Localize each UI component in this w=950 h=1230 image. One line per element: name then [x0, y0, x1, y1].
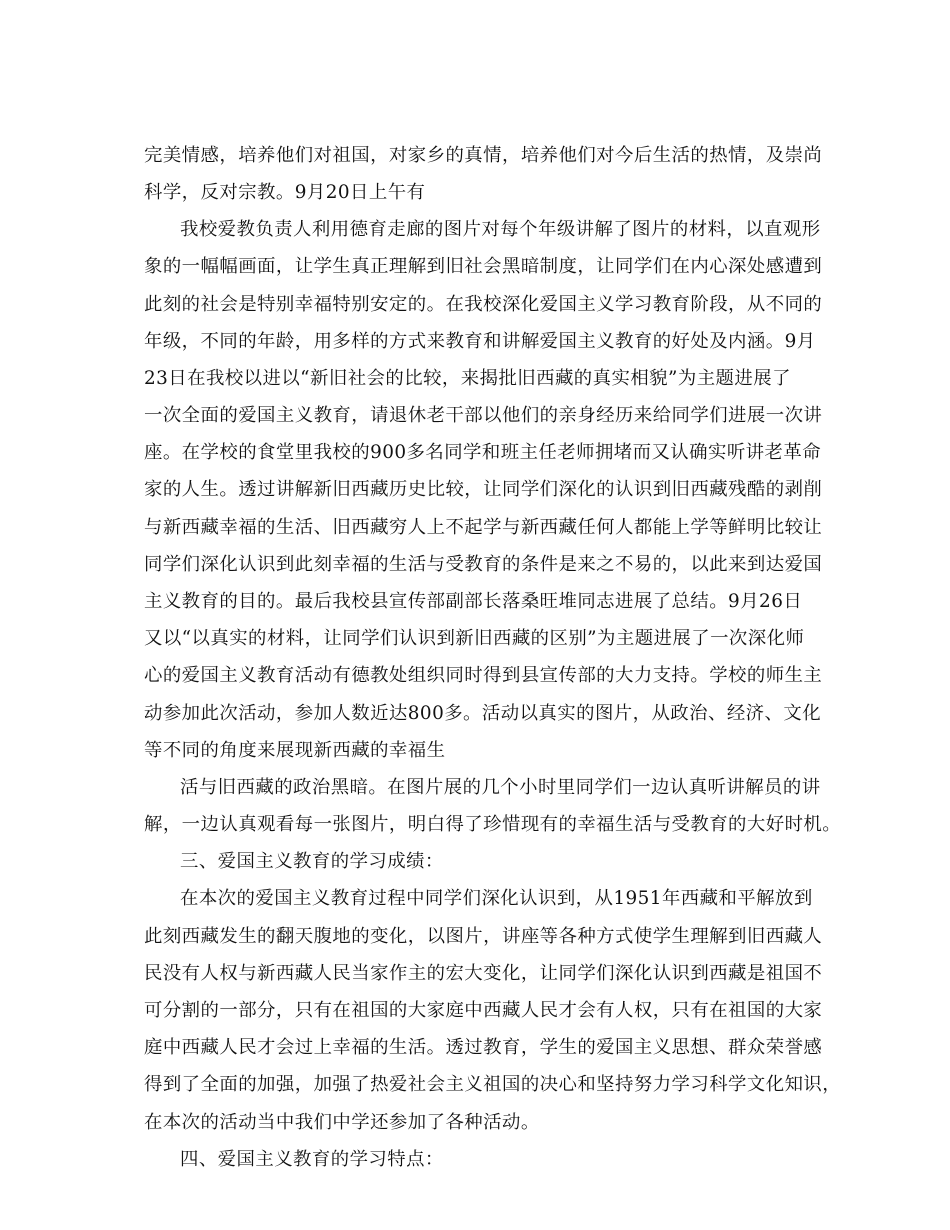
text-line: 23日在我校以进以“新旧社会的比较，来揭批旧西藏的真实相貌”为主题进展了: [144, 368, 791, 389]
text-line: 庭中西藏人民才会过上幸福的生活。透过教育，学生的爱国主义思想、群众荣誉感: [144, 1037, 823, 1058]
text-line: 动参加此次活动，参加人数近达800多。活动以真实的图片，从政治、经济、文化: [144, 703, 822, 724]
text-line: 可分割的一部分，只有在祖国的大家庭中西藏人民才会有人权，只有在祖国的大家: [144, 1000, 823, 1021]
text-line: 一次全面的爱国主义教育，请退休老干部以他们的亲身经历来给同学们进展一次讲: [144, 405, 823, 426]
text-line: 在本次的活动当中我们中学还参加了各种活动。: [144, 1112, 540, 1133]
text-line: 在本次的爱国主义教育过程中同学们深化认识到，从1951年西藏和平解放到: [180, 888, 813, 909]
text-line: 科学，反对宗教。9月20日上午有: [144, 182, 426, 203]
section-heading: 四、爱国主义教育的学习特点：: [180, 1149, 444, 1170]
section-heading: 三、爱国主义教育的学习成绩：: [180, 851, 444, 872]
text-line: 象的一幅幅画面，让学生真正理解到旧社会黑暗制度，让同学们在内心深处感遭到: [144, 256, 823, 277]
text-line: 完美情感，培养他们对祖国，对家乡的真情，培养他们对今后生活的热情，及崇尚: [144, 145, 823, 166]
text-line: 心的爱国主义教育活动有德教处组织同时得到县宣传部的大力支持。学校的师生主: [144, 665, 823, 686]
text-line: 家的人生。透过讲解新旧西藏历史比较，让同学们深化的认识到旧西藏残酷的剥削: [144, 479, 823, 500]
text-line: 得到了全面的加强，加强了热爱社会主义祖国的决心和坚持努力学习科学文化知识，: [144, 1074, 842, 1095]
text-line: 此刻的社会是特别幸福特别安定的。在我校深化爱国主义学习教育阶段，从不同的: [144, 294, 823, 315]
text-line: 民没有人权与新西藏人民当家作主的宏大变化，让同学们深化认识到西藏是祖国不: [144, 963, 823, 984]
text-line: 活与旧西藏的政治黑暗。在图片展的几个小时里同学们一边认真听讲解员的讲: [180, 777, 821, 798]
text-line: 与新西藏幸福的生活、旧西藏穷人上不起学与新西藏任何人都能上学等鲜明比较让: [144, 517, 823, 538]
text-line: 又以“以真实的材料，让同学们认识到新旧西藏的区别”为主题进展了一次深化师: [144, 628, 805, 649]
text-line: 此刻西藏发生的翻天腹地的变化，以图片，讲座等各种方式使学生理解到旧西藏人: [144, 926, 823, 947]
text-line: 年级，不同的年龄，用多样的方式来教育和讲解爱国主义教育的好处及内涵。9月: [144, 331, 816, 352]
text-line: 我校爱教负责人利用德育走廊的图片对每个年级讲解了图片的材料，以直观形: [180, 219, 821, 240]
text-line: 同学们深化认识到此刻幸福的生活与受教育的条件是来之不易的，以此来到达爱国: [144, 554, 823, 575]
text-line: 主义教育的目的。最后我校县宣传部副部长落桑旺堆同志进展了总结。9月26日: [144, 591, 803, 612]
text-line: 等不同的角度来展现新西藏的幸福生: [144, 740, 446, 761]
text-line: 解，一边认真观看每一张图片，明白得了珍惜现有的幸福生活与受教育的大好时机。: [144, 814, 842, 835]
text-line: 座。在学校的食堂里我校的900多名同学和班主任老师拥堵而又认确实听讲老革命: [144, 442, 822, 463]
